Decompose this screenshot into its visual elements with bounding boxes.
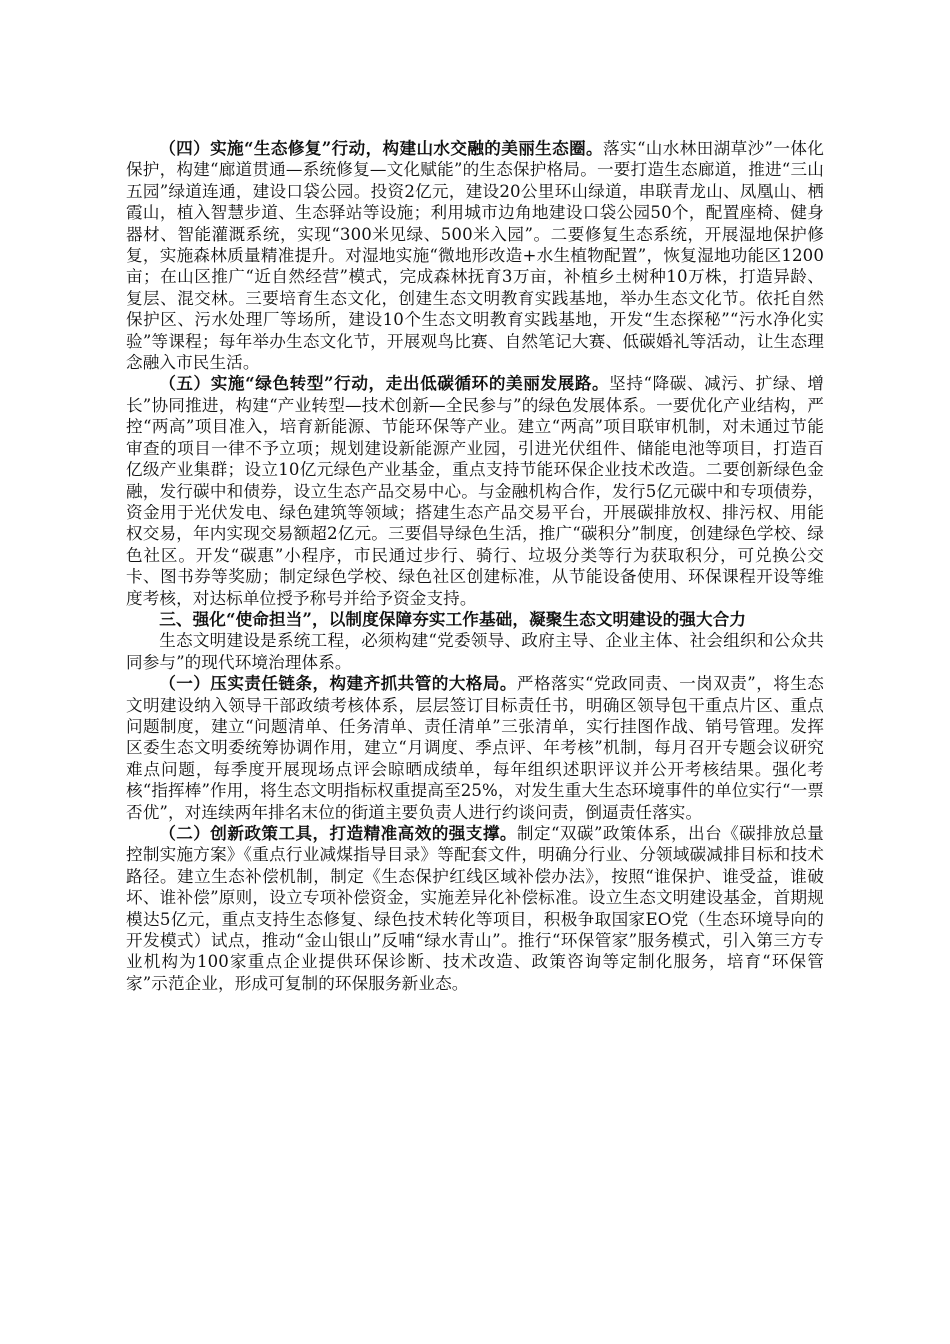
- paragraph-lead: （四）实施“生态修复”行动，构建山水交融的美丽生态圈。: [159, 138, 604, 158]
- paragraph-body: 生态文明建设是系统工程，必须构建“党委领导、政府主导、企业主体、社会组织和公众共同参与”的现代环境治理体系。: [126, 631, 824, 672]
- paragraph-body: 严格落实“党政同责、一岗双责”，将生态文明建设纳入领导干部政绩考核体系，层层签订目标责任书，明确区领导包干重点片区、重点问题制度，建立“问题清单、任务清单、责任清单”三张清单，实行挂图作战、销号管理。发挥区委生态文明委统筹协调作用，建立“月调度、季点评、年考核”机制，每月召开专题会议研究难点问题，每季度开展现场点评会晾晒成绩单，每年组织述职评议并公开考核结果。强化考核“指挥棒”作用，将生态文明指标权重提高至25%，对发生重大生态环境事件的单位实行“一票否优”，对连续两年排名末位的街道主要负责人进行约谈问责，倒逼责任落实。: [126, 674, 824, 822]
- paragraph-intro: [126, 630, 824, 673]
- paragraph-lead: （一）压实责任链条，构建齐抓共管的大格局。: [159, 673, 517, 694]
- paragraph-policy-tools: [126, 823, 824, 994]
- paragraph-responsibility: [126, 673, 824, 823]
- paragraph-lead: （五）实施“绿色转型”行动，走出低碳循环的美丽发展路。: [159, 373, 610, 394]
- paragraph-lead: （二）创新政策工具，打造精准高效的强支撑。: [159, 823, 517, 843]
- paragraph-body: 坚持“降碳、减污、扩绿、增长”协同推进，构建“产业转型—技术创新—全民参与”的绿色发展体系。一要优化产业结构，严控“两高”项目准入，培育新能源、节能环保等产业。建立“两高”项目联审机制，对未通过节能审查的项目一律不予立项；规划建设新能源产业园，引进光伏组件、储能电池等项目，打造百亿级产业集群；设立10亿元绿色产业基金，重点支持节能环保企业技术改造。二要创新绿色金融，发行碳中和债券，设立生态产品交易中心。与金融机构合作，发行5亿元碳中和专项债券，资金用于光伏发电、绿色建筑等领域；搭建生态产品交易平台，开展碳排放权、排污权、用能权交易，年内实现交易额超2亿元。三要倡导绿色生活，推广“碳积分”制度，创建绿色学校、绿色社区。开发“碳惠”小程序，市民通过步行、骑行、垃圾分类等行为获取积分，可兑换公交卡、图书券等奖励；制定绿色学校、绿色社区创建标准，从节能设备使用、环保课程开设等维度考核，对达标单位授予称号并给予资金支持。: [126, 374, 824, 608]
- section-heading: 三、强化“使命担当”，以制度保障夯实工作基础，凝聚生态文明建设的强大合力: [159, 608, 747, 629]
- paragraph-body: 落实“山水林田湖草沙”一体化保护，构建“廊道贯通—系统修复—文化赋能”的生态保护格局。一要打造生态廊道，推进“三山五园”绿道连通，建设口袋公园。投资2亿元，建设20公里环山绿道，串联青龙山、凤凰山、栖霞山，植入智慧步道、生态驿站等设施；利用城市边角地建设口袋公园50个，配置座椅、健身器材、智能灌溉系统，实现“300米见绿、500米入园”。二要修复生态系统，开展湿地保护修复，实施森林质量精准提升。对湿地实施“微地形改造+水生植物配置”，恢复湿地功能区1200亩；在山区推广“近自然经营”模式，完成森林抚育3万亩，补植乡土树种10万株，打造异龄、复层、混交林。三要培育生态文化，创建生态文明教育实践基地，举办生态文化节。依托自然保护区、污水处理厂等场所，建设10个生态文明教育实践基地，开发“生态探秘”“污水净化实验”等课程；每年举办生态文化节，开展观鸟比赛、自然笔记大赛、低碳婚礼等活动，让生态理念融入市民生活。: [126, 139, 824, 373]
- paragraph-eco-restoration: [126, 138, 824, 373]
- paragraph-body: 制定“双碳”政策体系，出台《碳排放总量控制实施方案》《重点行业减煤指导目录》等配套文件，明确分行业、分领域碳减排目标和技术路径。建立生态补偿机制，制定《生态保护红线区域补偿办法》，按照“谁保护、谁受益，谁破坏、谁补偿”原则，设立专项补偿资金，实施差异化补偿标准。设立生态文明建设基金，首期规模达5亿元，重点支持生态修复、绿色技术转化等项目，积极争取国家EO党（生态环境导向的开发模式）试点，推动“金山银山”反哺“绿水青山”。推行“环保管家”服务模式，引入第三方专业机构为100家重点企业提供环保诊断、技术改造、政策咨询等定制化服务，培育“环保管家”示范企业，形成可复制的环保服务新业态。: [126, 824, 824, 993]
- document-page: [126, 138, 824, 994]
- paragraph-green-transition: [126, 373, 824, 608]
